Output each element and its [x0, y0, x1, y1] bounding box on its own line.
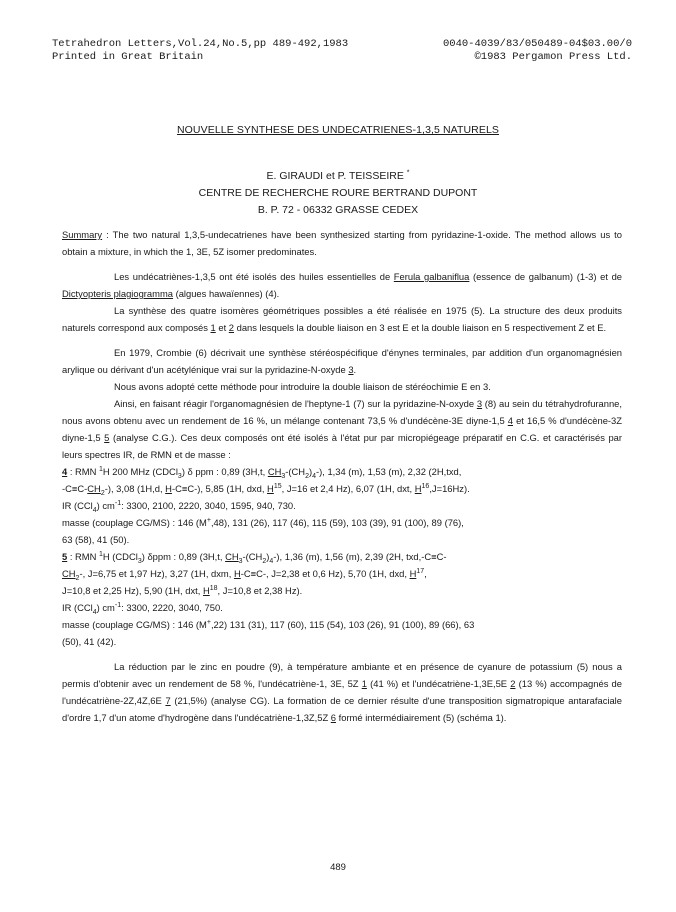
compound-5-ir: IR (CCl$_4$) $cm^{-1}$: 3300, 2220, 3040, 750. [62, 601, 223, 616]
compound-ref: 6 [330, 712, 337, 723]
compound-ref: 2 [510, 678, 516, 689]
compound-ref: 5 [104, 432, 110, 443]
species-name: Ferula galbaniflua [393, 271, 470, 282]
institution: CENTRE DE RECHERCHE ROURE BERTRAND DUPONT [198, 187, 478, 199]
citation-line: Tetrahedron Letters,Vol.24,No.5,pp 489-492,1983 [52, 38, 349, 50]
corresponding-mark: * [406, 169, 410, 177]
paragraph-5: Ainsi, en faisant réagir l'organomagnésien de l'heptyne-1 (7) sur la pyridazine-N-oxyde 3 (8) au sein du tétrahydrofuranne, nous avons obtenu avec un rendement de 16 %, un mélange contenant 73,5 % d'undécène-3E diyne-1,5 4 et 16,5 % d'undécène-3Z diyne-1,5 5 (analyse C.G.). Ces deux composés ont été isolés à l'état pur par micropiégeage préparatif en C.G. et caractérisés par leurs spectres IR, de RMN et de masse : [62, 398, 623, 460]
summary-label: Summary [62, 229, 103, 240]
compound-label: 5 [62, 551, 68, 562]
summary [62, 226, 622, 260]
paragraph-4: Nous avons adopté cette méthode pour introduire la double liaison de stéréochimie E en 3. [114, 381, 491, 392]
compound-ref: 4 [507, 415, 513, 426]
compound-4-nmr: 4 : RMN $^1$H 200 MHz (CDCl$_3$) δ ppm : 0,89 (3H,t, $CH_3-(CH_2)_4-$), 1,34 (m), 1,53 (m), 2,32 (2H,txd, $-C\equiv C-CH_2-$), 3,08 (1H,d, H-C≡C-), 5,85 (1H, dxd, $H^{15}$, J=16 et 2,4 Hz), 6,07 (1H, dxt, $H^{16},J=16Hz$). [62, 465, 470, 497]
compound-5-nmr: 5 : RMN $^1$H (CDCl$_3$) δppm : 0,89 (3H,t, $CH_3-(CH_2)_4-$), 1,36 (m), 1,56 (m), 2,39 (2H, txd,-C≡C- $CH_2-$, J=6,75 et 1,97 Hz), 3,27 (1H, dxm, H-C≡C-, J=2,38 et 0,6 Hz), 5,70 (1H, dxd, $H^{17}$, J=10,8 et 2,25 Hz), 5,90 (1H, dxt, $H^{18}$, J=10,8 et 2,38 Hz). [62, 550, 447, 596]
compound-ref: 1 [361, 678, 367, 689]
copyright: ©1983 Pergamon Press Ltd. [474, 51, 632, 63]
article-body [62, 226, 622, 726]
paragraph-2: La synthèse des quatre isomères géométriques possibles a été réalisée en 1975 (5). La structure des deux produits naturels correspond aux composés 1 et 2 dans lesquels la double liaison en 3 est E et la double liaison en 5 respectivement Z et E. [62, 305, 622, 333]
printed-in: Printed in Great Britain [52, 51, 204, 63]
paragraph-1: Les undécatriènes-1,3,5 ont été isolés des huiles essentielles de Ferula galbaniflua (essence de galbanum) (1-3) et de Dictyopteris plagiogramma (algues hawaïennes) (4). [62, 271, 623, 299]
species-name: Dictyopteris plagiogramma [62, 288, 173, 299]
compound-ref: 3 [476, 398, 483, 409]
compound-ref: 3 [348, 364, 354, 375]
compound-5-mass: masse (couplage CG/MS) : 146 (M+,22) 131 (31), 117 (60), 115 (54), 103 (26), 91 (100), 89 (66), 63 (50), 41 (42). [62, 618, 475, 647]
compound-ref: 7 [165, 695, 171, 706]
issn-code: 0040-4039/83/050489-04$03.00/0 [442, 38, 632, 50]
compound-ref: 1 [210, 322, 216, 333]
author-block [0, 168, 676, 219]
page-number: 489 [330, 862, 346, 873]
compound-ref: 2 [228, 322, 234, 333]
compound-4-mass: masse (couplage CG/MS) : 146 (M+,48), 131 (26), 117 (46), 115 (59), 103 (39), 91 (100), 89 (76), 63 (58), 41 (50). [62, 516, 464, 545]
authors: E. GIRAUDI et P. TEISSEIRE [266, 170, 404, 182]
paragraph-6: La réduction par le zinc en poudre (9), à température ambiante et en présence de cyanure de potassium (5) nous a permis d'obtenir avec un rendement de 58 %, l'undécatriène-1, 3E, 5Z 1 (41 %) et l'undécatriène-1,3E,5E 2 (13 %) accompagnés de l'undécatriène-2Z,4Z,6E 7 (21,5%) (analyse CG). La formation de ce dernier résulte d'une transposition sigmatropique antarafaciale d'ordre 1,7 d'un atome d'hydrogène dans l'undécatriène-1,3Z,5Z 6 formé intermédiairement (5) (schéma 1). [62, 661, 622, 723]
journal-header [52, 38, 632, 64]
compound-4-ir: IR (CCl$_4$) $cm^{-1}$: 3300, 2100, 2220, 3040, 1595, 940, 730. [62, 499, 296, 514]
compound-label: 4 [62, 466, 68, 477]
address: B. P. 72 - 06332 GRASSE CEDEX [257, 204, 419, 216]
paragraph-3: En 1979, Crombie (6) décrivait une synthèse stéréospécifique d'énynes terminales, par addition d'un organomagnésien arylique ou dérivant d'un acétylénique vrai sur la pyridazine-N-oxyde 3. [62, 347, 622, 375]
article-title: NOUVELLE SYNTHESE DES UNDECATRIENES-1,3,5 NATURELS [176, 124, 500, 136]
summary-text: : The two natural 1,3,5-undecatrienes have been synthesized starting from pyridazine-1-oxide. The method allows us to obtain a mixture, in which the 1, 3E, 5Z isomer predominates. [62, 229, 622, 257]
